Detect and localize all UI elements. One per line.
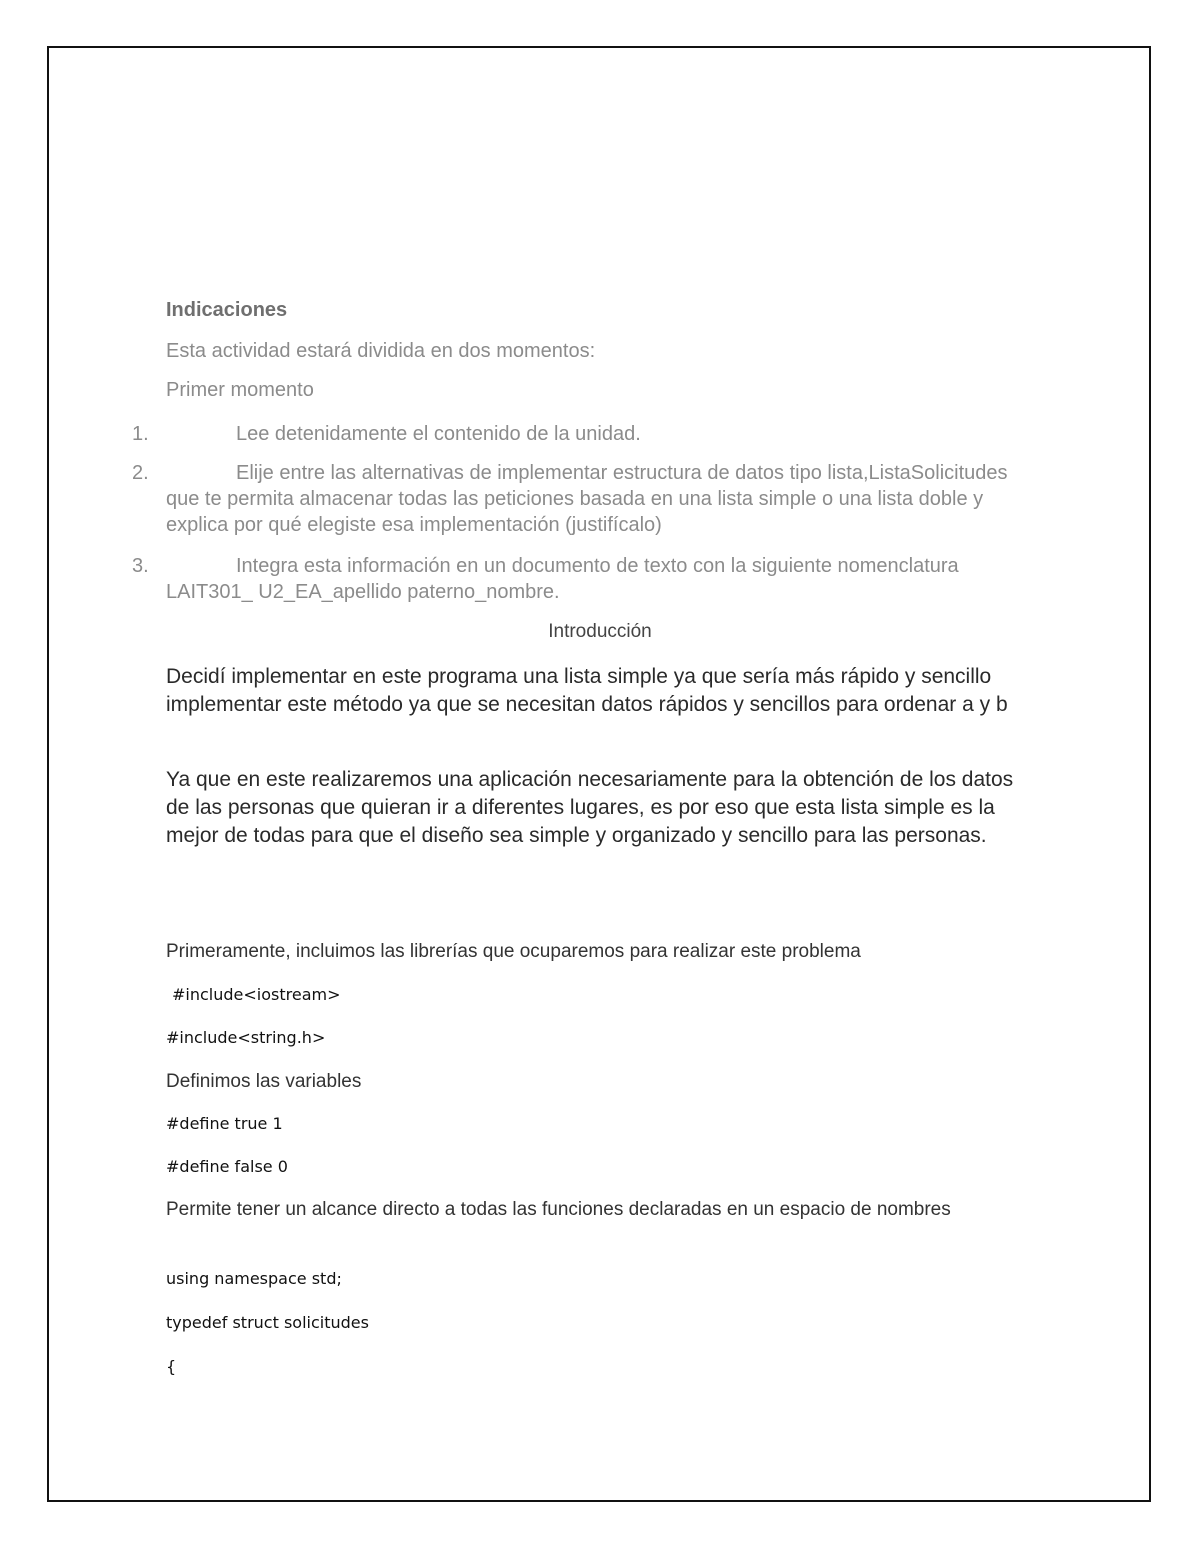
code-using-namespace: using namespace std; — [166, 1269, 342, 1288]
indicaciones-heading: Indicaciones — [166, 299, 288, 321]
code-define-true: #define true 1 — [166, 1114, 283, 1133]
step-number: 3. — [132, 555, 149, 577]
step-item-1 — [132, 421, 1032, 447]
step-item-3 — [132, 553, 1032, 605]
intro-text: Esta actividad estará dividida en dos momentos: — [166, 340, 596, 362]
code-include-string: #include<string.h> — [166, 1028, 326, 1047]
step-number: 1. — [132, 423, 149, 445]
step-text: Integra esta información en un documento de texto con la siguiente nomenclatura LAIT301_ U2_EA_apellido paterno_nombre. — [166, 555, 959, 603]
variables-note: Definimos las variables — [166, 1071, 362, 1092]
step-text: Lee detenidamente el contenido de la unidad. — [236, 423, 641, 445]
step-number: 2. — [132, 462, 149, 484]
libraries-note: Primeramente, incluimos las librerías que ocuparemos para realizar este problema — [166, 941, 861, 962]
code-typedef-struct: typedef struct solicitudes — [166, 1313, 369, 1332]
namespace-note: Permite tener un alcance directo a todas las funciones declaradas en un espacio de nombres — [166, 1199, 951, 1220]
code-define-false: #define false 0 — [166, 1157, 288, 1176]
code-include-iostream: #include<iostream> — [172, 985, 341, 1004]
step-item-2 — [132, 460, 1032, 538]
paragraph-1: Decidí implementar en este programa una lista simple ya que sería más rápido y sencillo implementar este método ya que se necesitan datos rápidos y sencillos para ordenar a y b — [166, 665, 1008, 716]
introduccion-title: Introducción — [548, 621, 652, 642]
code-open-brace: { — [166, 1357, 177, 1376]
primer-momento-subheading: Primer momento — [166, 379, 314, 401]
step-text: Elije entre las alternativas de implementar estructura de datos tipo lista,ListaSolicitudes que te permita almacenar todas las peticiones basada en una lista simple o una lista doble y explica por qué elegiste esa implementación (justifícalo) — [166, 462, 1008, 536]
paragraph-2: Ya que en este realizaremos una aplicación necesariamente para la obtención de los datos de las personas que quieran ir a diferentes lugares, es por eso que esta lista simple es la mejor de todas para que el diseño sea simple y organizado y sencillo para las personas. — [166, 768, 1014, 847]
